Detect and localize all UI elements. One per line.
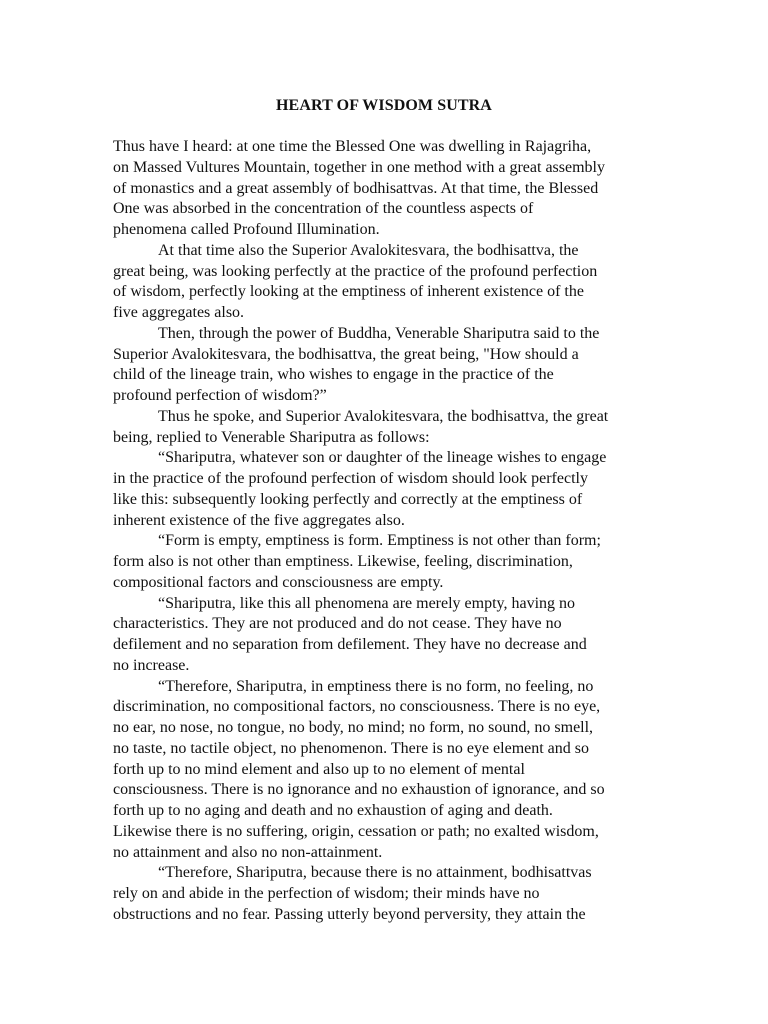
text-line: of monastics and a great assembly of bodhisattvas. At that time, the Blessed: [113, 179, 599, 197]
text-line: forth up to no aging and death and no exhaustion of aging and death.: [113, 802, 553, 819]
text-line: phenomena called Profound Illumination.: [113, 221, 380, 238]
text-line: Then, through the power of Buddha, Venerable Shariputra said to the: [158, 324, 600, 342]
text-line: forth up to no mind element and also up to no element of mental: [113, 760, 525, 778]
text-line: no attainment and also no non-attainment.: [113, 843, 383, 861]
text-line: “Therefore, Shariputra, because there is no attainment, bodhisattvas: [158, 864, 592, 882]
text-line: no taste, no tactile object, no phenomenon. There is no eye element and so: [113, 739, 590, 757]
text-line: great being, was looking perfectly at the practice of the profound perfection: [113, 262, 598, 280]
text-line: Thus he spoke, and Superior Avalokitesvara, the bodhisattva, the great: [158, 407, 609, 425]
text-line: no ear, no nose, no tongue, no body, no mind; no form, no sound, no smell,: [113, 719, 594, 736]
text-line: At that time also the Superior Avalokitesvara, the bodhisattva, the: [158, 241, 579, 259]
text-line: defilement and no separation from defilement. They have no decrease and: [113, 636, 587, 653]
text-line: “Therefore, Shariputra, in emptiness there is no form, no feeling, no: [158, 677, 594, 695]
text-line: profound perfection of wisdom?”: [113, 387, 327, 404]
text-line: Likewise there is no suffering, origin, cessation or path; no exalted wisdom,: [113, 822, 599, 840]
text-line: Thus have I heard: at one time the Blessed One was dwelling in Rajagriha,: [113, 138, 592, 155]
text-line: on Massed Vultures Mountain, together in one method with a great assembly: [113, 158, 605, 176]
text-line: characteristics. They are not produced and do not cease. They have no: [113, 615, 562, 633]
text-line: compositional factors and consciousness are empty.: [113, 573, 444, 591]
text-line: form also is not other than emptiness. Likewise, feeling, discrimination,: [113, 553, 573, 570]
text-line: no increase.: [113, 656, 190, 674]
text-line: consciousness. There is no ignorance and no exhaustion of ignorance, and so: [113, 781, 605, 799]
text-line: obstructions and no fear. Passing utterly beyond perversity, they attain the: [113, 905, 586, 923]
text-line: of wisdom, perfectly looking at the emptiness of inherent existence of the: [113, 283, 584, 301]
text-line: “Form is empty, emptiness is form. Emptiness is not other than form;: [158, 532, 601, 550]
text-line: rely on and abide in the perfection of wisdom; their minds have no: [113, 885, 540, 902]
text-line: One was absorbed in the concentration of the countless aspects of: [113, 200, 534, 218]
text-line: five aggregates also.: [113, 304, 245, 321]
text-line: “Shariputra, like this all phenomena are merely empty, having no: [158, 594, 576, 612]
document-body: [113, 137, 673, 926]
text-line: being, replied to Venerable Shariputra as follows:: [113, 428, 430, 446]
text-line: Superior Avalokitesvara, the bodhisattva, the great being, "How should a: [113, 345, 579, 363]
text-line: discrimination, no compositional factors, no consciousness. There is no eye,: [113, 698, 601, 716]
text-line: like this: subsequently looking perfectly and correctly at the emptiness of: [113, 490, 583, 508]
text-line: inherent existence of the five aggregates also.: [113, 511, 405, 529]
text-line: “Shariputra, whatever son or daughter of the lineage wishes to engage: [158, 449, 607, 467]
text-line: in the practice of the profound perfection of wisdom should look perfectly: [113, 470, 588, 487]
text-line: child of the lineage train, who wishes to engage in the practice of the: [113, 366, 554, 384]
document-title: HEART OF WISDOM SUTRA: [276, 97, 492, 114]
